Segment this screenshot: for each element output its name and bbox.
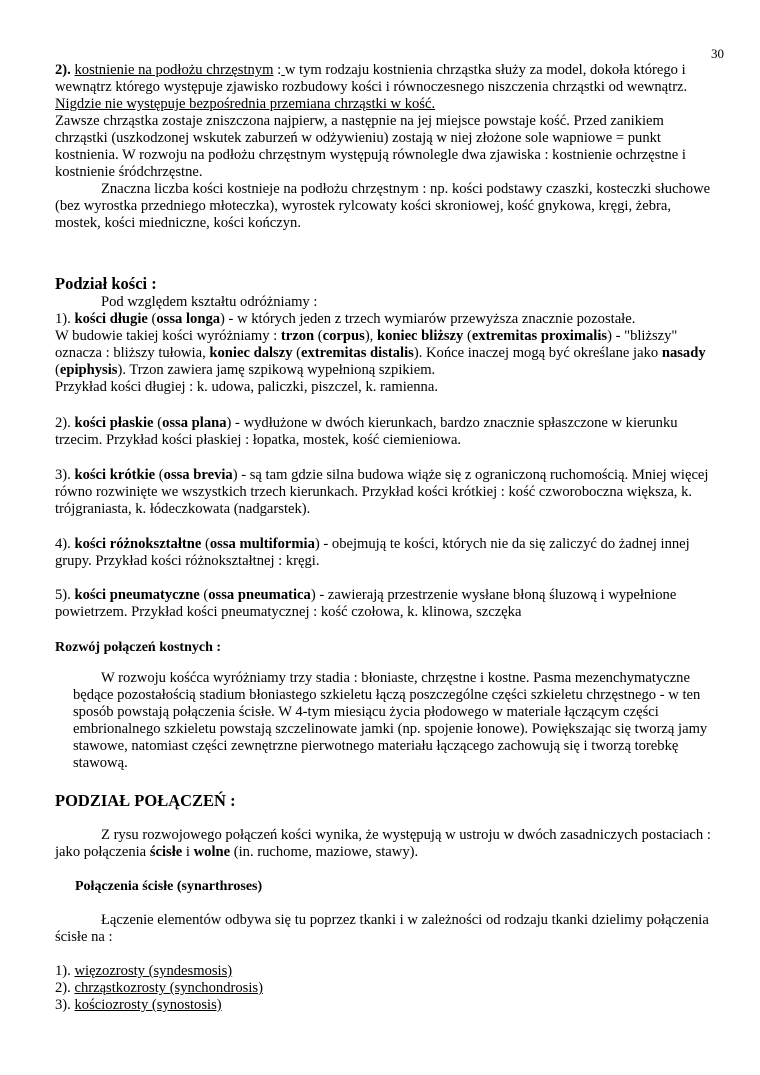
joints-dev-paragraph: W rozwoju kośćca wyróżniamy trzy stadia : błoniaste, chrzęstne i kostne. Pasma mezenchymatyczne będące pozostałością stadium błoniastego szkieletu łączą poszczególne części szkieletu chrzęstnego - w ten sposób powstają połączenia ścisłe. W 4-tym miesiącu życia płodowego w materiale łączącym części embrionalnego szkieletu powstają szczelinowate jamki (np. spojenie łonowe). Powiększając się tworzą jamy stawowe, natomiast części zewnętrzne pierwotnego materiału łączącego zachowują się i tworzą torebkę stawową.: [73, 670, 708, 771]
document-page: [55, 0, 724, 1075]
joints-heading: PODZIAŁ POŁĄCZEŃ :: [55, 791, 236, 810]
long-bones-example: Przykład kości długiej : k. udowa, paliczki, piszczel, k. ramienna.: [55, 379, 438, 395]
list-item: 1). więzozrosty (syndesmosis): [55, 963, 233, 979]
bones-heading: Podział kości :: [55, 274, 157, 293]
item-number: 2).: [55, 62, 71, 78]
ossification-paragraph: 2). kostnienie na podłożu chrzęstnym : w tym rodzaju kostnienia chrząstka służy za model, dokoła którego i wewnątrz którego występuje zjawisko rozbudowy kości i równoczesnego niszczenia chrząstki od wewnątrz. Nigdzie nie występuje bezpośrednia przemiana chrząstki w kość.: [55, 62, 688, 112]
ossification-underlined: Nigdzie nie występuje bezpośrednia przemiana chrząstki w kość.: [55, 96, 436, 112]
joints-dev-heading: Rozwój połączeń kostnych :: [55, 640, 222, 655]
ossification-section: [55, 62, 720, 232]
synarthroses-list: [55, 963, 720, 1014]
ossification-text: w tym rodzaju kostnienia chrząstka służy za model, dokoła którego i wewnątrz którego występuje zjawisko rozbudowy kości i równoczesnego niszczenia chrząstki od wewnątrz.: [55, 62, 688, 95]
synarthroses-heading: Połączenia ścisłe (synarthroses): [75, 879, 263, 894]
bones-flat: 2). kości płaskie (ossa plana) - wydłużone w dwóch kierunkach, bardzo znacznie spłaszczone w kierunku trzecim. Przykład kości płaskiej : łopatka, mostek, kość ciemieniowa.: [55, 415, 678, 448]
ossification-term: kostnienie na podłożu chrzęstnym: [74, 62, 274, 78]
ossification-paragraph-3: Znaczna liczba kości kostnieje na podłożu chrzęstnym : np. kości podstawy czaszki, kosteczki słuchowe (bez wyrostka przedniego młoteczka), wyrostek rylcowaty kości skroniowej, kość gnykowa, kręgi, żebra, mostek, kości miedniczne, kości kończyn.: [55, 181, 711, 231]
bones-intro: Pod względem kształtu odróżniamy :: [101, 294, 318, 310]
page-number: 30: [711, 46, 724, 61]
ossification-paragraph-2: Zawsze chrząstka zostaje zniszczona najpierw, a następnie na jej miejsce powstaje kość. Przed zanikiem chrząstki (uszkodzonej wskutek zaburzeń w odżywieniu) zostają w niej złożone sole wapniowe = punkt kostnienia. W rozwoju na podłożu chrzęstnym występują równolegle dwa zjawiska : kostnienie ochrzęstne i kostnienie śródchrzęstne.: [55, 113, 686, 180]
long-bones-paragraph: 1). kości długie (ossa longa) - w których jeden z trzech wymiarów przewyższa znacznie pozostałe. W budowie takiej kości wyróżniamy : trzon (corpus), koniec bliższy (extremitas proximalis) - "bliższy" oznacza : bliższy tułowia, koniec dalszy (extremitas distalis). Końce inaczej mogą być określane jako nasady (epiphysis). Trzon zawiera jamę szpikową wypełnioną szpikiem.: [55, 311, 706, 378]
bones-long: [55, 311, 720, 396]
list-item: 3). kościozrosty (synostosis): [55, 997, 222, 1013]
bones-short: 3). kości krótkie (ossa brevia) - są tam gdzie silna budowa wiąże się z ograniczoną ruchomością. Mniej więcej równo rozwinięte we wszystkich trzech kierunkach. Przykład kości krótkiej : kość czworoboczna większa, k. trójgraniasta, k. łódeczkowata (nadgarstek).: [55, 467, 709, 517]
synarthroses-paragraph: Łączenie elementów odbywa się tu poprzez tkanki i w zależności od rodzaju tkanki dzielimy połączenia ścisłe na :: [55, 912, 709, 945]
joints-intro: Z rysu rozwojowego połączeń kości wynika, że występują w ustroju w dwóch zasadniczych postaciach : jako połączenia ścisłe i wolne (in. ruchome, maziowe, stawy).: [55, 827, 711, 860]
bones-irregular: 4). kości różnokształtne (ossa multiformia) - obejmują te kości, których nie da się zaliczyć do żadnej innej grupy. Przykład kości różnokształtnej : kręgi.: [55, 536, 690, 569]
list-item: 2). chrząstkozrosty (synchondrosis): [55, 980, 263, 996]
bones-pneumatic: 5). kości pneumatyczne (ossa pneumatica) - zawierają przestrzenie wysłane błoną śluzową i wypełnione powietrzem. Przykład kości pneumatycznej : kość czołowa, k. klinowa, szczęka: [55, 587, 677, 620]
